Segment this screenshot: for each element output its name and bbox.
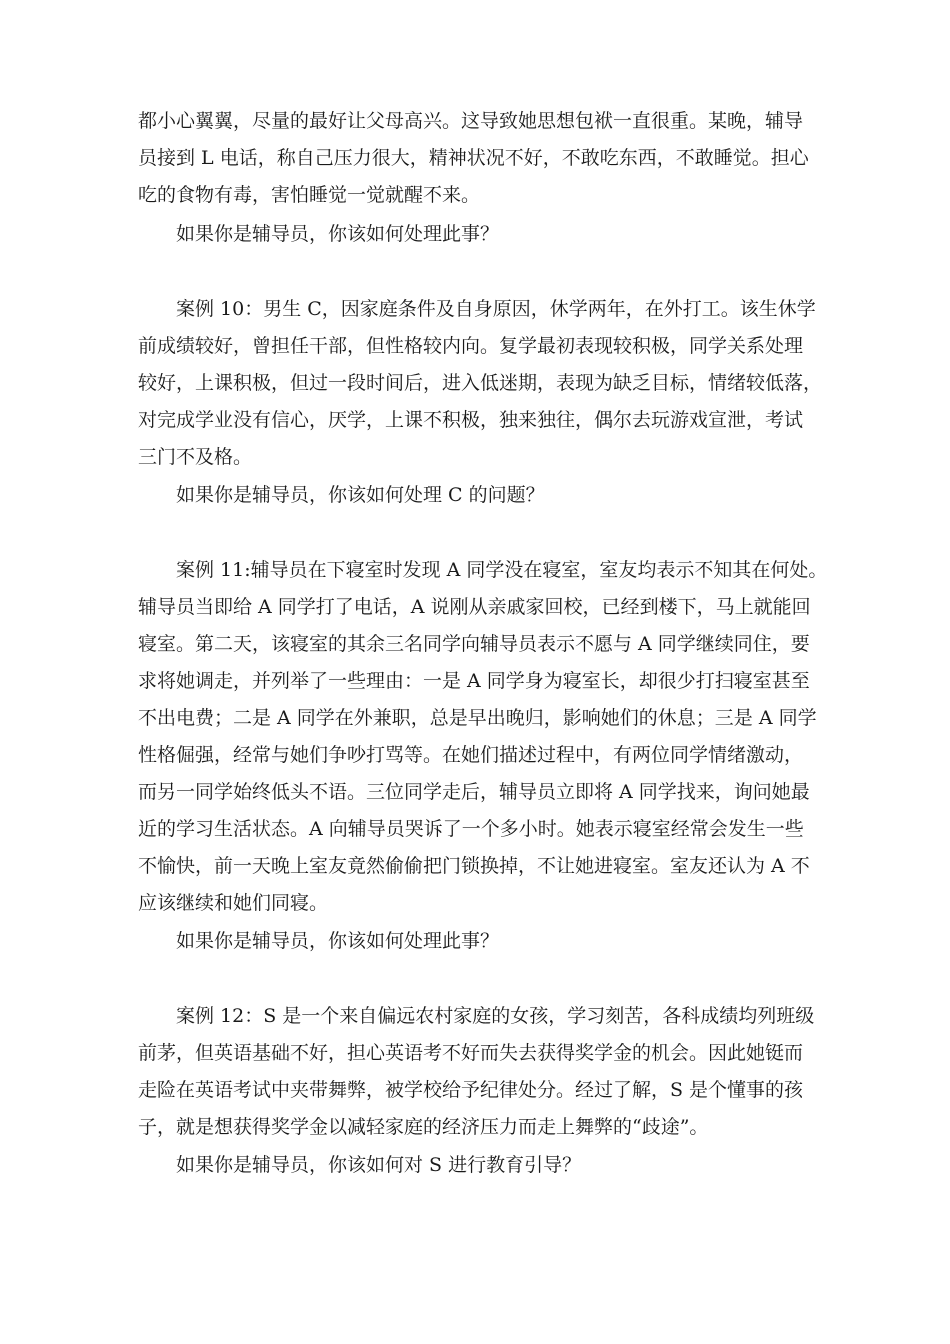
- case-10-line: 对完成学业没有信心，厌学，上课不积极，独来独往，偶尔去玩游戏宣泄，考试: [138, 409, 804, 431]
- case-12-line: 子，就是想获得奖学金以减轻家庭的经济压力而走上舞弊的“歧途”。: [138, 1116, 709, 1138]
- case-12-line: 案例 12：S 是一个来自偏远农村家庭的女孩，学习刻苦，各科成绩均列班级: [176, 1005, 815, 1027]
- case-11-line: 近的学习生活状态。A 向辅导员哭诉了一个多小时。她表示寝室经常会发生一些: [138, 818, 804, 840]
- case-10-line: 案例 10：男生 C，因家庭条件及自身原因，休学两年，在外打工。该生休学: [176, 298, 816, 320]
- case-11-line: 不愉快，前一天晚上室友竟然偷偷把门锁换掉，不让她进寝室。室友还认为 A 不: [138, 855, 810, 877]
- question-line: 如果你是辅导员，你该如何处理 C 的问题？: [176, 484, 545, 506]
- case-12-line: 前茅，但英语基础不好，担心英语考不好而失去获得奖学金的机会。因此她铤而: [138, 1042, 804, 1064]
- case-11-line: 不出电费；二是 A 同学在外兼职，总是早出晚归，影响她们的休息；三是 A 同学: [138, 707, 817, 729]
- question-line: 如果你是辅导员，你该如何对 S 进行教育引导？: [176, 1154, 582, 1176]
- case-11-line: 辅导员当即给 A 同学打了电话，A 说刚从亲戚家回校，已经到楼下，马上就能回: [138, 596, 811, 618]
- case-11-line: 而另一同学始终低头不语。三位同学走后，辅导员立即将 A 同学找来，询问她最: [138, 781, 810, 803]
- case-11-line: 求将她调走，并列举了一些理由：一是 A 同学身为寝室长，却很少打扫寝室甚至: [138, 670, 810, 692]
- paragraph-line: 吃的食物有毒，害怕睡觉一觉就醒不来。: [138, 184, 481, 206]
- case-12-line: 走险在英语考试中夹带舞弊，被学校给予纪律处分。经过了解，S 是个懂事的孩: [138, 1079, 804, 1101]
- question-line: 如果你是辅导员，你该如何处理此事？: [176, 930, 500, 952]
- case-10-line: 较好，上课积极，但过一段时间后，进入低迷期，表现为缺乏目标，情绪较低落，: [138, 372, 823, 394]
- case-10-line: 三门不及格。: [138, 446, 253, 468]
- paragraph-line: 员接到 L 电话，称自己压力很大，精神状况不好，不敢吃东西，不敢睡觉。担心: [138, 147, 809, 169]
- question-line: 如果你是辅导员，你该如何处理此事？: [176, 223, 500, 245]
- case-11-line: 寝室。第二天，该寝室的其余三名同学向辅导员表示不愿与 A 同学继续同住，要: [138, 633, 810, 655]
- case-11-line: 性格倔强，经常与她们争吵打骂等。在她们描述过程中，有两位同学情绪激动，: [138, 744, 804, 766]
- case-11-line: 应该继续和她们同寝。: [138, 892, 329, 914]
- case-10-line: 前成绩较好，曾担任干部，但性格较内向。复学最初表现较积极，同学关系处理: [138, 335, 804, 357]
- paragraph-line: 都小心翼翼，尽量的最好让父母高兴。这导致她思想包袱一直很重。某晚，辅导: [138, 110, 804, 132]
- case-11-line: 案例 11:辅导员在下寝室时发现 A 同学没在寝室，室友均表示不知其在何处。: [176, 559, 828, 581]
